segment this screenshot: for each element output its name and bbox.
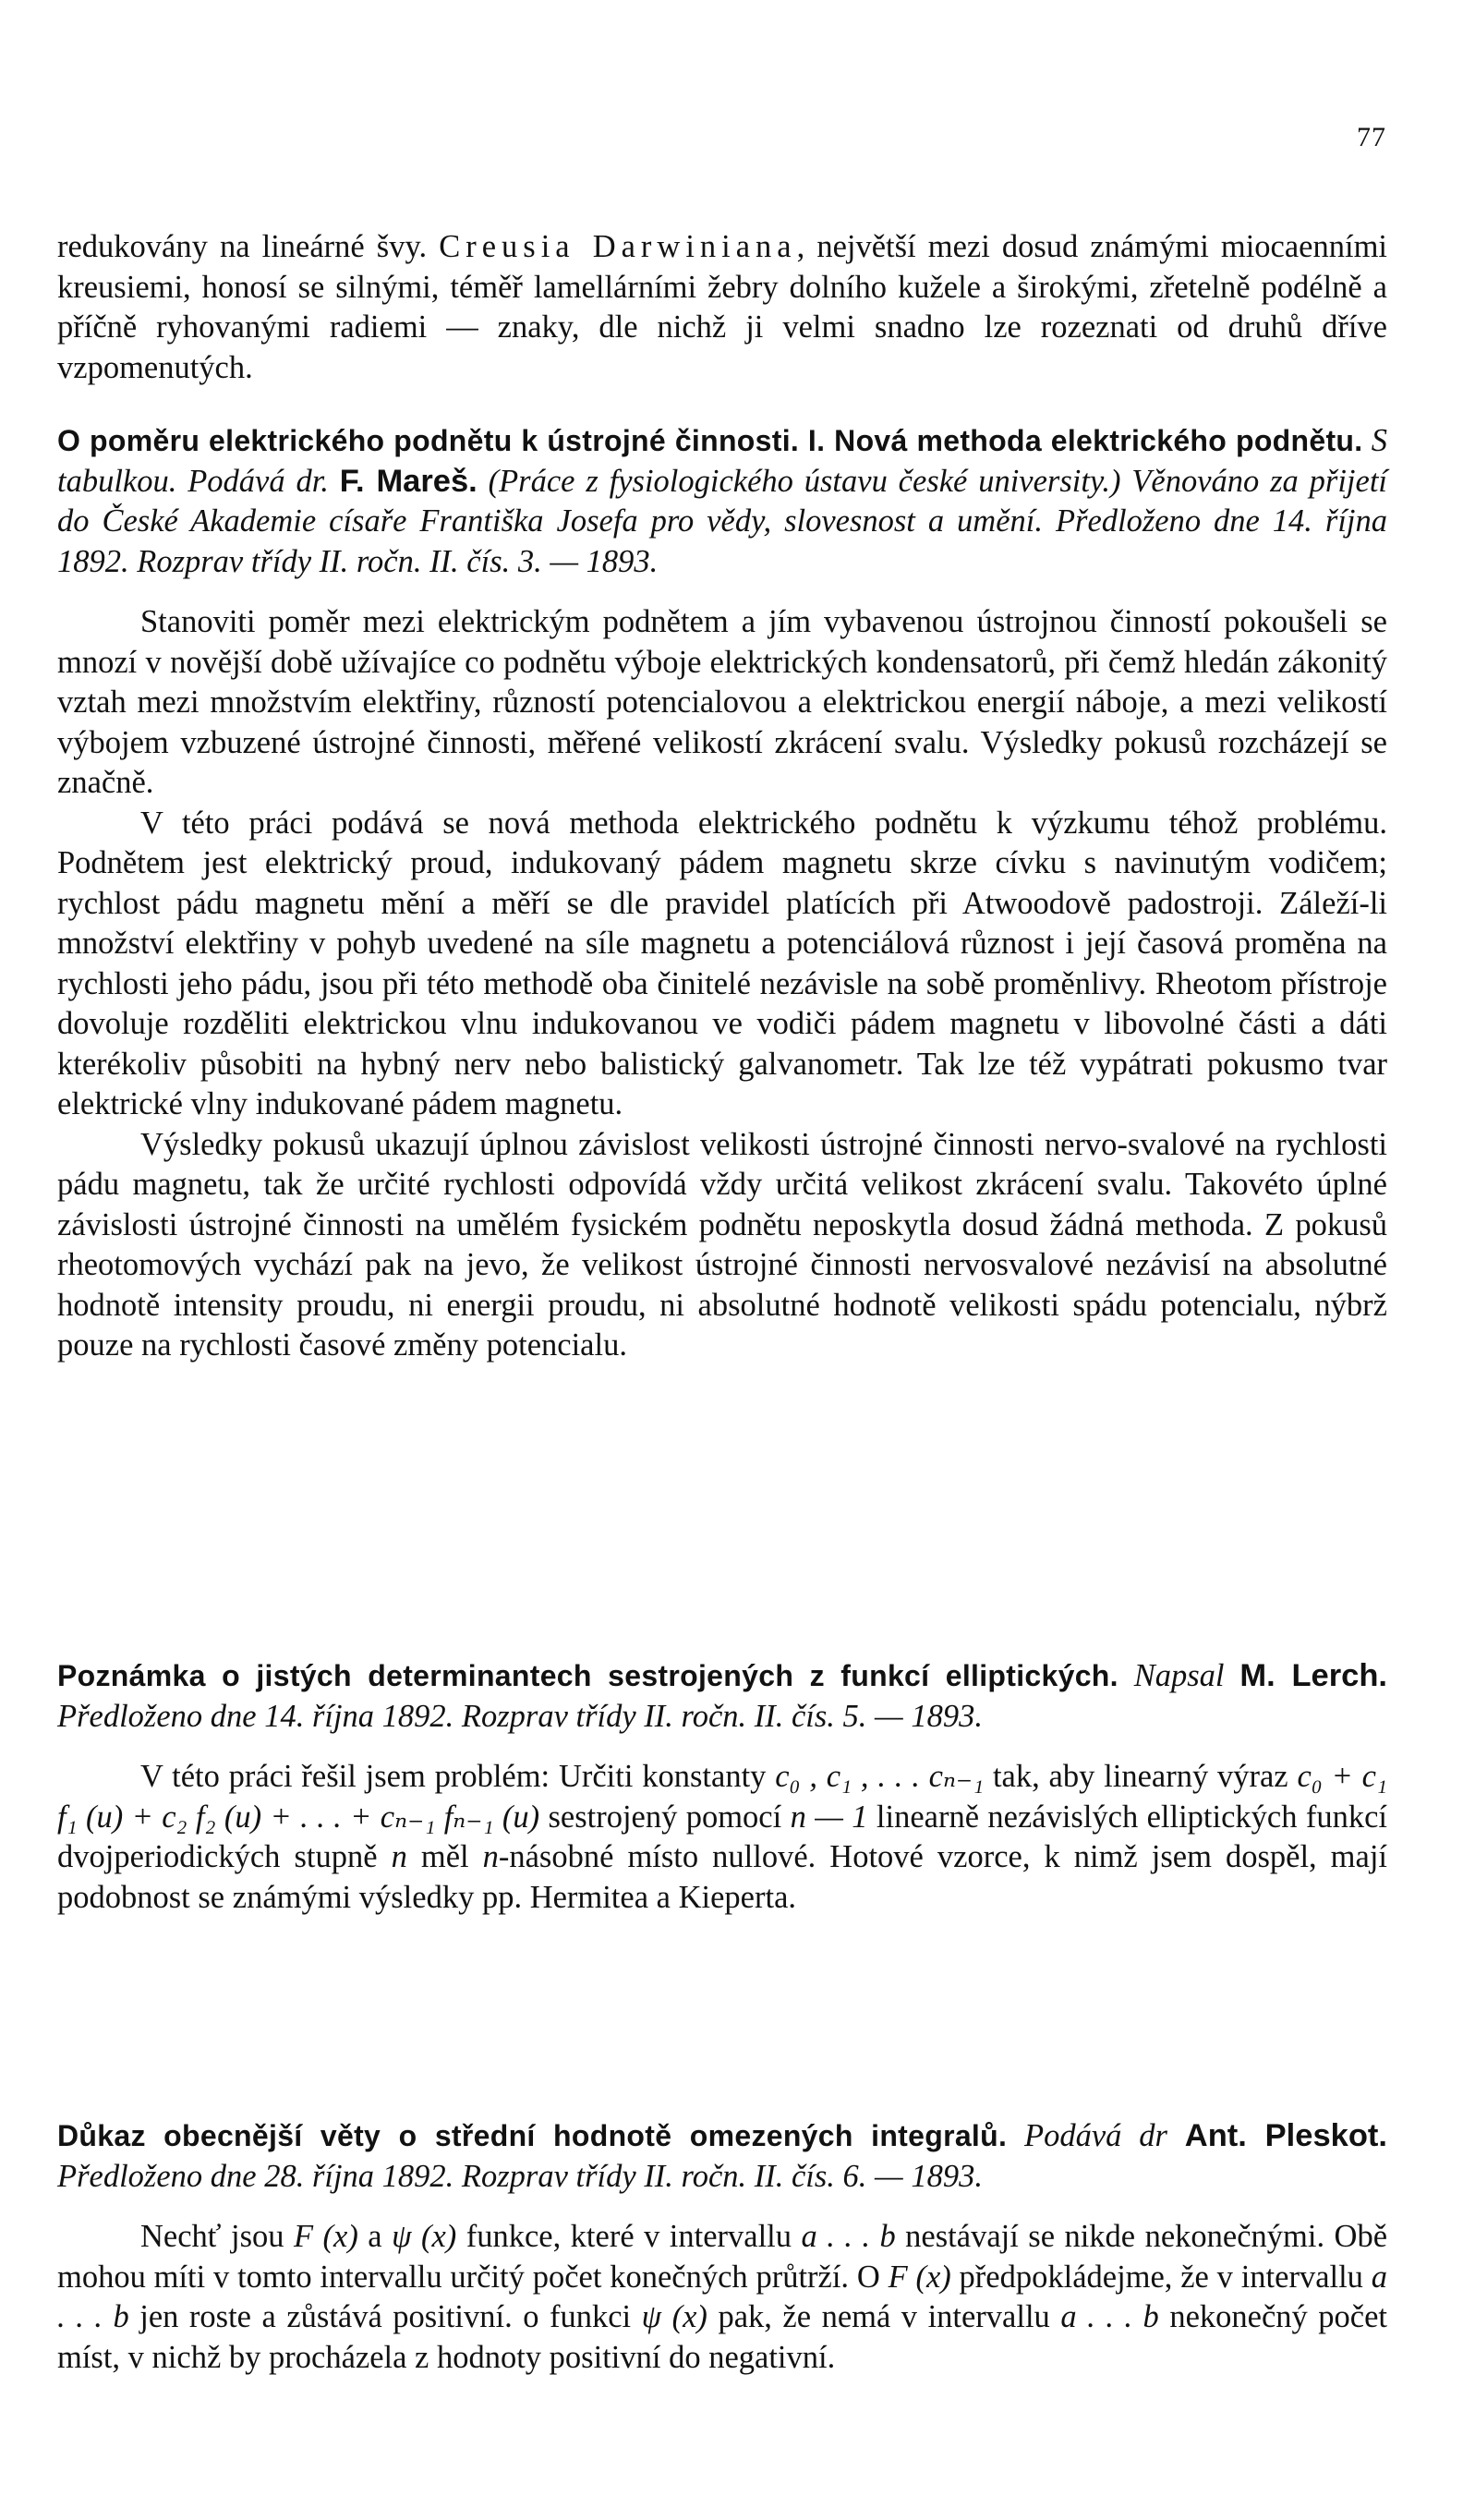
section2-paragraph (57, 1757, 1387, 1918)
section1-title: O poměru elektrického podnětu k ústrojné činnosti. I. Nová methoda elektrického podnětu. (57, 424, 1363, 457)
section3-author: Ant. Pleskot. (1184, 2118, 1387, 2153)
section2-text: měl (406, 1839, 483, 1874)
section1-meta-a: S tabulkou. Podává dr. (57, 423, 1388, 499)
intro-block (57, 227, 1387, 388)
section2-meta-a: Napsal (1133, 1658, 1240, 1693)
section3-text: jen roste a zůstává positivní. o funkci (128, 2299, 642, 2334)
section1-meta-b: (Práce z fysiologického ústavu české university.) Věnováno za přijetí do České Akademie císaře Františka Josefa pro vědy, slovesnost a umění. Předloženo dne 14. října 1892. Rozprav třídy II. ročn. II. čís. 3. — 1893. (57, 463, 1387, 579)
section1-author: F. Mareš. (339, 463, 478, 499)
section2-text: tak, aby linearný výraz (984, 1759, 1298, 1794)
section2-text: V této práci řešil jsem problém: Určiti konstanty (140, 1759, 776, 1794)
section3-meta-b: Předloženo dne 28. října 1892. Rozprav třídy II. ročn. II. čís. 6. — 1893. (57, 2158, 983, 2194)
section1-paragraph: V této práci podává se nová methoda elektrického podnětu k výzkumu téhož problému. Podnětem jest elektrický proud, indukovaný pádem magnetu skrze cívku s navinutým vodičem; rychlost pádu magnetu mění a měří se dle pravidel platících při Atwoodově padostroji. Záleží-li množství elektřiny v pohyb uvedené na síle magnetu a potenciálová různost i její časová proměna na rychlosti jeho pádu, jsou při této methodě oba činitelé nezávisle na sobě proměnlivy. Rheotom přístroje dovoluje rozděliti elektrickou vlnu indukovanou ve vodiči pádem magnetu v libovolné části a dáti kterékoliv působiti na hybný nerv nebo balistický galvanometr. Tak lze též vypátrati pokusmo tvar elektrické vlny indukované pádem magnetu. (57, 805, 1387, 1121)
math-f-x: F (x) (888, 2259, 951, 2295)
section1-paragraph: Výsledky pokusů ukazují úplnou závislost velikosti ústrojné činnosti nervo-svalové na rychlosti pádu magnetu, tak že určité rychlosti odpovídá vždy určitá velikost zkrácení svalu. Takovéto úplné závislosti ústrojné činnosti na umělém fysickém podnětu neposkytla dosud žádná methoda. Z pokusů rheotomových vychází pak na jevo, že velikost ústrojné činnosti nervosvalové nezávisí na absolutné hodnotě intensity proudu, ni energii proudu, ni absolutné hodnotě velikosti spádu potencialu, nýbrž pouze na rychlosti časové změny potencialu. (57, 1126, 1387, 1363)
section2-header (57, 1656, 1387, 1737)
math-interval: a . . . b (57, 2259, 1387, 2334)
math-f-x: F (x) (293, 2219, 358, 2254)
section-mean-value-theorem (57, 2116, 1387, 2378)
section2-text: sestrojený pomocí (539, 1799, 791, 1835)
math-interval: a . . . b (1060, 2299, 1159, 2334)
intro-lead: redukovány na lineárné švy. (57, 229, 440, 264)
math-n: n (391, 1839, 407, 1874)
section3-text: a (357, 2219, 393, 2254)
section2-title: Poznámka o jistých determinantech sestrojených z funkcí elliptických. (57, 1659, 1118, 1692)
section-electrical-stimulus (57, 421, 1387, 1366)
math-interval: a . . . b (801, 2219, 896, 2254)
section-elliptic-determinants (57, 1656, 1387, 1918)
section3-text: funkce, které v intervallu (456, 2219, 802, 2254)
section3-text: nestávají se nikde nekonečnými. Obě mohou míti v tomto intervallu určitý počet konečných průtrží. O (57, 2219, 1388, 2295)
section2-text: -násobné místo nullové. Hotové vzorce, k nimž jsem dospěl, mají podobnost se známými výsledky pp. Hermitea a Kieperta. (57, 1839, 1387, 1915)
intro-paragraph (57, 227, 1387, 388)
math-n-minus-1: n — 1 (790, 1799, 868, 1835)
math-expression: c₀ + c₁ f₁ (u) + c₂ f₂ (u) + . . . + cₙ₋₁ fₙ₋₁ (u) (57, 1759, 1387, 1835)
math-psi-x: ψ (x) (392, 2219, 457, 2254)
section2-meta-b: Předloženo dne 14. října 1892. Rozprav třídy II. ročn. II. čís. 5. — 1893. (57, 1698, 983, 1734)
section3-text: pak, že nemá v intervallu (707, 2299, 1061, 2334)
section3-text: předpokládejme, že v intervallu (950, 2259, 1372, 2295)
math-constants: c₀ , c₁ , . . . cₙ₋₁ (775, 1759, 985, 1794)
section2-author: M. Lerch. (1239, 1658, 1387, 1693)
section3-text: Nechť jsou (140, 2219, 294, 2254)
section3-meta-a: Podává dr (1007, 2118, 1185, 2153)
section1-paragraph: Stanoviti poměr mezi elektrickým podnětem a jím vybavenou ústrojnou činností pokoušeli se mnozí v novější době užívajíce co podnětu výboje elektrických kondensatorů, při čemž hledán zákonitý vztah mezi množstvím elektřiny, růzností potencialovou a elektrickou energií náboje, a mezi velikostí výbojem vzbuzené ústrojné činnosti, měřené velikostí zkrácení svalu. Výsledky pokusů rozcházejí se značně. (57, 604, 1387, 800)
math-n: n (482, 1839, 499, 1874)
section1-header (57, 421, 1387, 582)
section3-text: nekonečný počet míst, v nichž by procházela z hodnoty positivní do negativní. (57, 2299, 1387, 2375)
species-name: Creusia Darwiniana (439, 229, 797, 264)
math-psi-x: ψ (x) (641, 2299, 707, 2334)
intro-rest: , největší mezi dosud známými miocaenními kreusiemi, honosí se silnými, téměř lamellárními žebry dolního kužele a širokými, zřetelně podélně a příčně ryhovanými radiemi — znaky, dle nichž ji velmi snadno lze rozeznati od druhů dříve vzpomenutých. (57, 229, 1387, 385)
section3-header (57, 2116, 1387, 2197)
page-number: 77 (1357, 122, 1386, 152)
section2-text: linearně nezávislých elliptických funkcí dvojperiodických stupně (57, 1799, 1387, 1874)
section3-paragraph (57, 2217, 1387, 2378)
section3-title: Důkaz obecnější věty o střední hodnotě omezených integralů. (57, 2119, 1008, 2152)
